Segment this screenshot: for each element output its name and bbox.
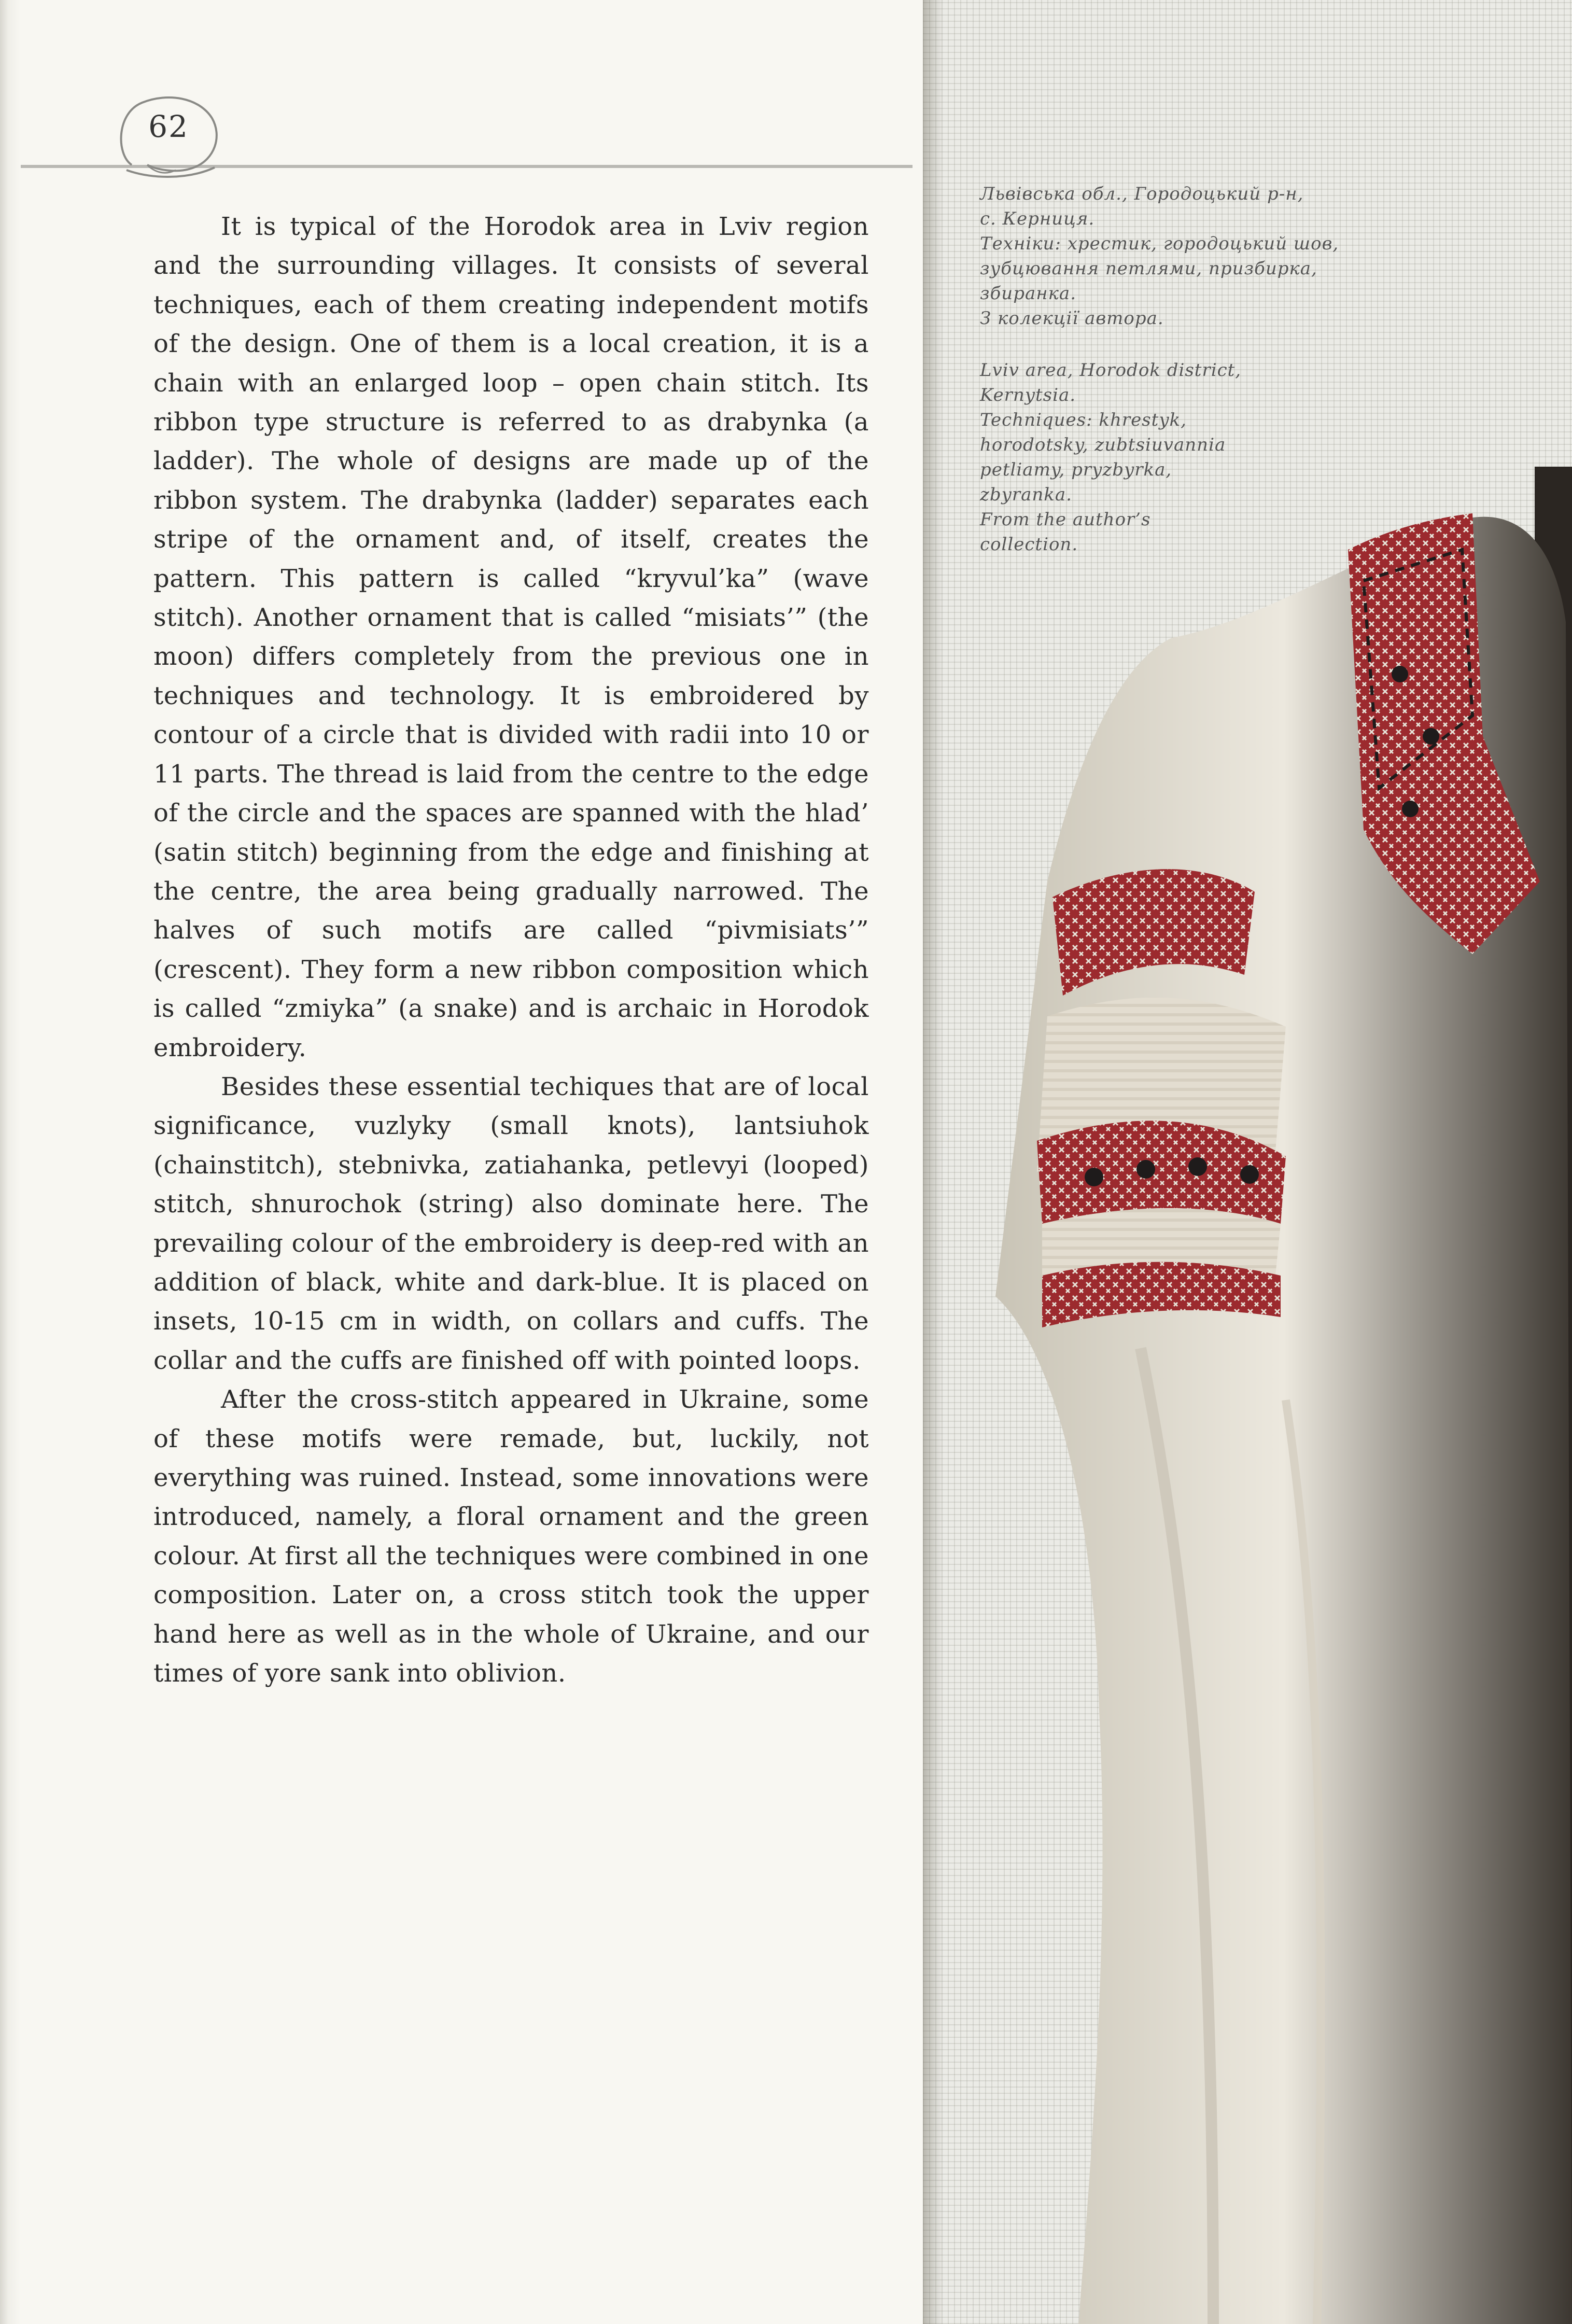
embroidered-shirt-photo bbox=[923, 0, 1572, 2324]
caption-ua-line: З колекції автора. bbox=[980, 308, 1164, 329]
caption-en-line: petliamy, pryzbyrka, bbox=[980, 459, 1172, 480]
caption-ua-line: зубцювання петлями, призбирка, bbox=[980, 258, 1317, 279]
caption-en-line: Lviv area, Horodok district, bbox=[980, 360, 1242, 381]
caption-en-line: zbyranka. bbox=[980, 484, 1072, 505]
caption-en-line: From the author’s bbox=[980, 509, 1151, 530]
caption-en-line: Techniques: khrestyk, bbox=[980, 410, 1187, 430]
caption-ua-line: с. Керниця. bbox=[980, 208, 1095, 229]
photo-page bbox=[923, 0, 1572, 2324]
page-binding bbox=[0, 0, 21, 2324]
paragraph-1: It is typical of the Horodok area in Lviv region and the surrounding villages. It consists of several techniques, each of them creating independent motifs of the design. One of them is a local creation, it is a chain with an enlarged loop – open chain stitch. Its ribbon type structure is referred to as drabynka (a ladder). The whole of designs are made up of the ribbon system. The drabynka (ladder) separates each stripe of the ornament and, of itself, creates the pattern. This pattern is called “kryvul’ka” (wave stitch). Another ornament that is called “misiats’” (the moon) differs completely from the previous one in techniques and technology. It is embroidered by contour of a circle that is divided with radii into 10 or 11 parts. The thread is laid from the centre to the edge of the circle and the spaces are spanned with the hlad’ (satin stitch) beginning from the edge and finishing at the centre, the area being gradually narrowed. The halves of such motifs are called “pivmisiats’” (crescent). They form a new ribbon composition which is called “zmiyka” (a snake) and is archaic in Horodok embroidery. bbox=[153, 212, 869, 1062]
caption-ua-line: Техніки: хрестик, городоцький шов, bbox=[980, 233, 1339, 254]
body-text bbox=[153, 207, 869, 1693]
paragraph-3: After the cross-stitch appeared in Ukraine, some of these motifs were remade, but, luckily, not everything was ruined. Instead, some innovations were introduced, namely, a floral ornament and the green colour. At first all the techniques were combined in one composition. Later on, a cross stitch took the upper hand here as well as in the whole of Ukraine, and our times of yore sank into oblivion. bbox=[153, 1385, 869, 1688]
page-number: 62 bbox=[148, 109, 189, 144]
caption-ua-line: Львівська обл., Городоцький р-н, bbox=[980, 184, 1304, 204]
caption-en-line: horodotsky, zubtsiuvannia bbox=[980, 435, 1226, 455]
caption-en-line: Kernytsia. bbox=[980, 385, 1076, 405]
caption-en-line: collection. bbox=[980, 534, 1078, 555]
caption-ua-line: збиранка. bbox=[980, 283, 1077, 304]
paragraph-2: Besides these essential techiques that are of local significance, vuzlyky (small knots), lantsiuhok (chainstitch), stebnivka, zatiahanka, petlevyi (looped) stitch, shnurochok (string) also dominate here. The prevailing colour of the embroidery is deep-red with an addition of black, white and dark-blue. It is placed on insets, 10-15 cm in width, on collars and cuffs. The collar and the cuffs are finished off with pointed loops. bbox=[153, 1072, 869, 1375]
